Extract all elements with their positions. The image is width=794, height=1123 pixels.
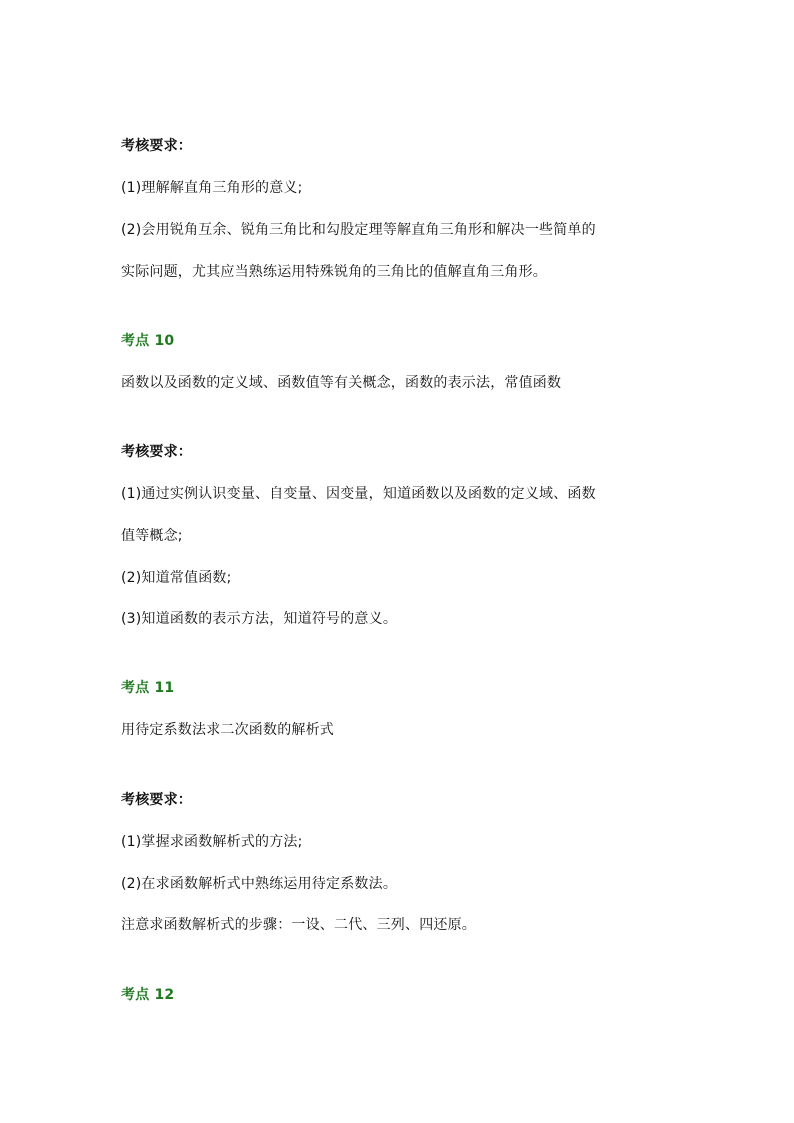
text-line: (3)知道函数的表示方法，知道符号的意义。 — [121, 611, 398, 627]
topic-line: 用待定系数法求二次函数的解析式 — [121, 722, 334, 738]
text-line: 实际问题，尤其应当熟练运用特殊锐角的三角比的值解直角三角形。 — [121, 264, 547, 280]
text-line: (2)知道常值函数; — [121, 570, 232, 586]
requirement-heading: 考核要求： — [121, 792, 192, 808]
text-line: 值等概念; — [121, 528, 183, 544]
text-line: (2)在求函数解析式中熟练运用待定系数法。 — [121, 876, 398, 892]
requirement-heading: 考核要求： — [121, 444, 192, 460]
exam-point-heading: 考点 11 — [121, 680, 175, 696]
text-line: 注意求函数解析式的步骤：一设、二代、三列、四还原。 — [121, 917, 476, 933]
exam-point-heading: 考点 12 — [121, 987, 175, 1003]
exam-point-heading: 考点 10 — [121, 333, 175, 349]
text-line: (1)理解解直角三角形的意义; — [121, 180, 303, 196]
requirement-heading: 考核要求： — [121, 138, 192, 154]
text-line: (1)掌握求函数解析式的方法; — [121, 834, 303, 850]
text-line: (2)会用锐角互余、锐角三角比和勾股定理等解直角三角形和解决一些简单的 — [121, 222, 596, 238]
text-line: (1)通过实例认识变量、自变量、因变量，知道函数以及函数的定义域、函数 — [121, 486, 596, 502]
topic-line: 函数以及函数的定义域、函数值等有关概念，函数的表示法，常值函数 — [121, 375, 562, 391]
